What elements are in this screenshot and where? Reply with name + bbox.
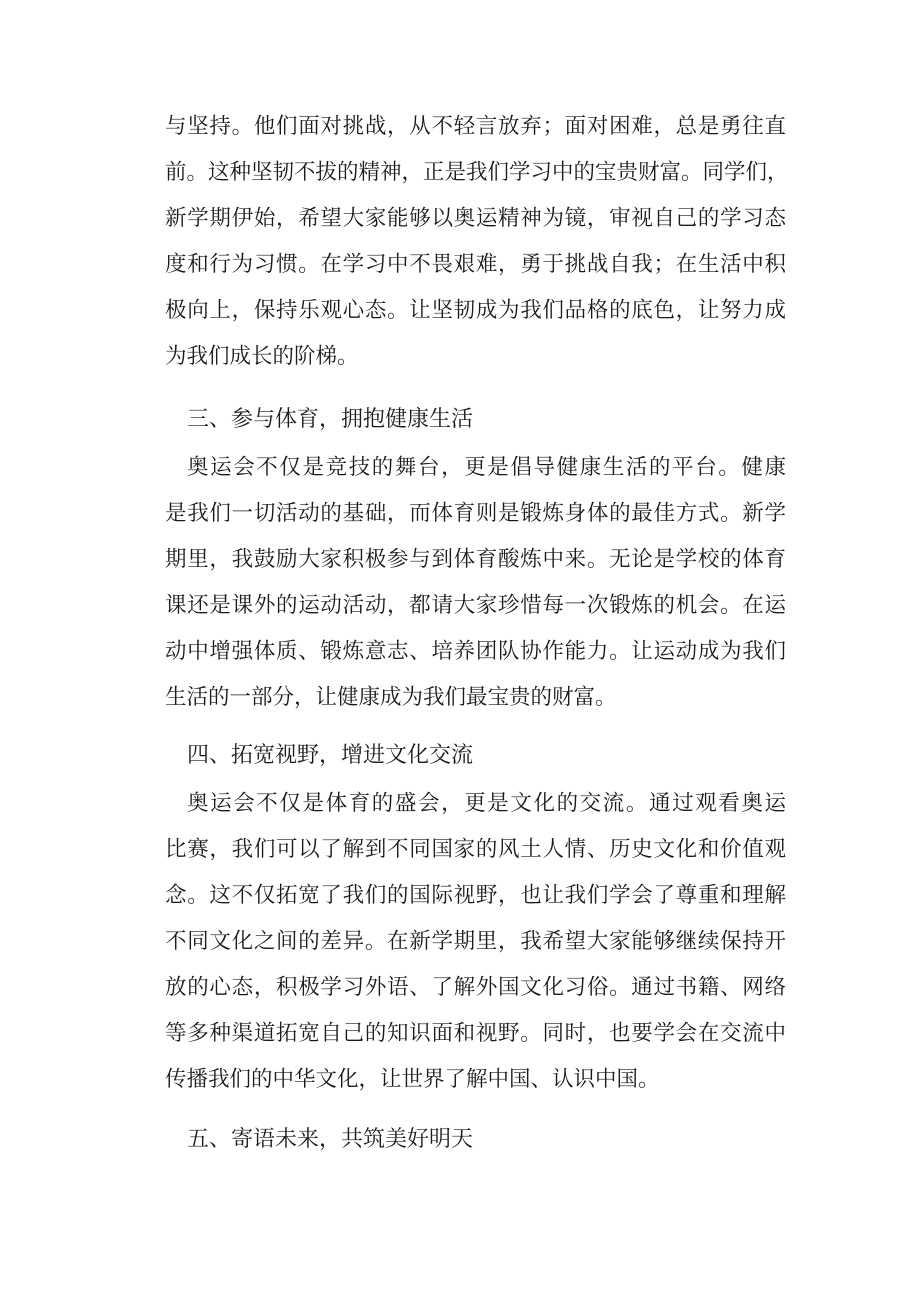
section-heading-4: 四、拓宽视野，增进文化交流 xyxy=(187,743,474,768)
text-line: 不同文化之间的差异。在新学期里，我希望大家能够继续保持开 xyxy=(165,929,786,954)
paragraph-culture xyxy=(165,781,786,1103)
text-line: 为我们成长的阶梯。 xyxy=(165,344,359,369)
text-line: 与坚持。他们面对挑战，从不轻言放弃；面对困难，总是勇往直 xyxy=(165,114,786,139)
text-line: 比赛，我们可以了解到不同国家的风土人情、历史文化和价值观 xyxy=(165,837,786,862)
text-line: 传播我们的中华文化，让世界了解中国、认识中国。 xyxy=(165,1067,660,1092)
text-line: 动中增强体质、锻炼意志、培养团队协作能力。让运动成为我们 xyxy=(165,639,786,664)
paragraph-perseverance xyxy=(165,104,789,380)
text-line: 前。这种坚韧不拔的精神，正是我们学习中的宝贵财富。同学们， xyxy=(165,160,789,185)
text-line: 生活的一部分，让健康成为我们最宝贵的财富。 xyxy=(165,685,617,710)
paragraph-sports xyxy=(165,445,786,721)
text-line: 极向上，保持乐观心态。让坚韧成为我们品格的底色，让努力成 xyxy=(165,298,786,323)
text-line: 是我们一切活动的基础，而体育则是锻炼身体的最佳方式。新学 xyxy=(165,501,786,526)
text-line: 奥运会不仅是体育的盛会，更是文化的交流。通过观看奥运 xyxy=(187,791,786,816)
text-line: 念。这不仅拓宽了我们的国际视野，也让我们学会了尊重和理解 xyxy=(165,883,786,908)
section-heading-5: 五、寄语未来，共筑美好明天 xyxy=(187,1127,474,1152)
section-heading-3: 三、参与体育，拥抱健康生活 xyxy=(187,407,474,432)
text-line: 等多种渠道拓宽自己的知识面和视野。同时，也要学会在交流中 xyxy=(165,1021,786,1046)
text-line: 度和行为习惯。在学习中不畏艰难，勇于挑战自我；在生活中积 xyxy=(165,252,786,277)
text-line: 新学期伊始，希望大家能够以奥运精神为镜，审视自己的学习态 xyxy=(165,206,786,231)
text-line: 期里，我鼓励大家积极参与到体育酸炼中来。无论是学校的体育 xyxy=(165,547,786,572)
text-line: 课还是课外的运动活动，都请大家珍惜每一次锻炼的机会。在运 xyxy=(165,593,786,618)
text-line: 放的心态，积极学习外语、了解外国文化习俗。通过书籍、网络 xyxy=(165,975,786,1000)
text-line: 奥运会不仅是竞技的舞台，更是倡导健康生活的平台。健康 xyxy=(187,455,786,480)
